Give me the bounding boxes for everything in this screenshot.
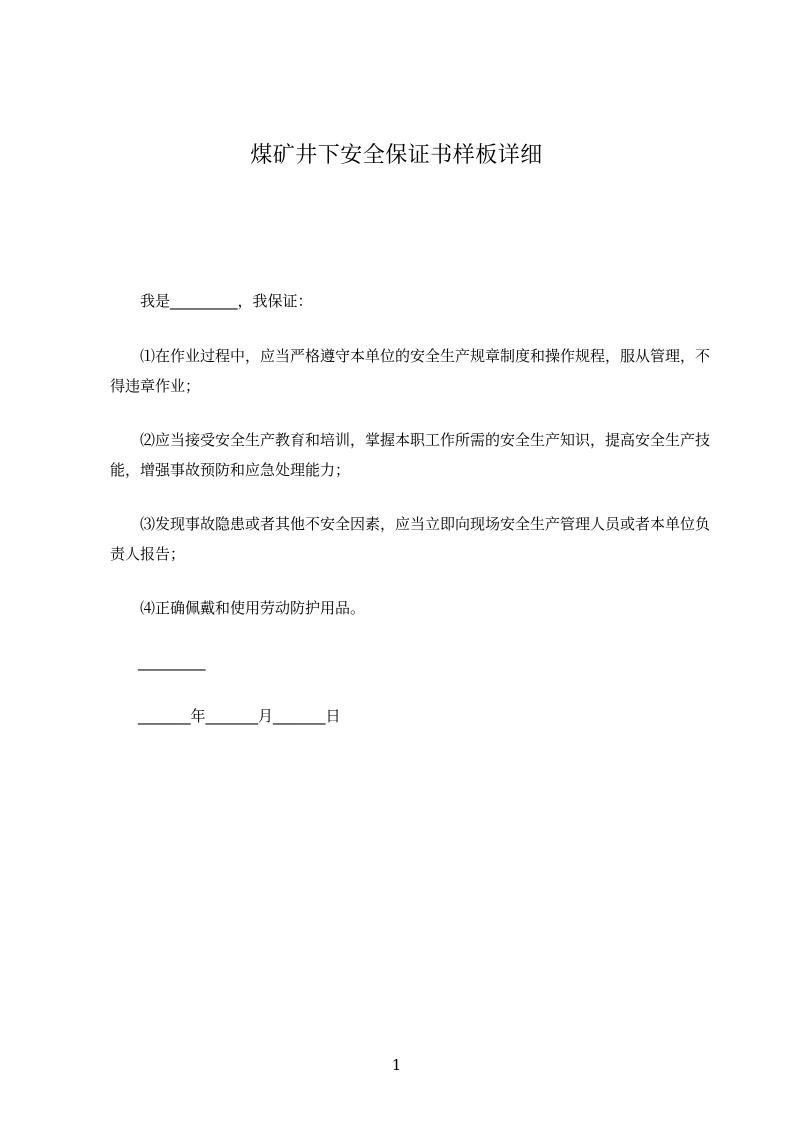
pledge-item-4: ⑷正确佩戴和使用劳动防护用品。 xyxy=(140,599,366,617)
document-body xyxy=(110,286,710,731)
date-line: _______年_______月_______日 xyxy=(138,707,341,725)
signature-line: _________ xyxy=(138,653,206,671)
pledge-item-2: ⑵应当接受安全生产教育和培训，掌握本职工作所需的安全生产知识，提高安全生产技能，增强事故预防和应急处理能力； xyxy=(110,431,711,479)
opening-statement: 我是_________，我保证： xyxy=(140,292,313,310)
pledge-item-3: ⑶发现事故隐患或者其他不安全因素，应当立即向现场安全生产管理人员或者本单位负责人报告； xyxy=(110,515,711,563)
document-title: 煤矿井下安全保证书样板详细 xyxy=(250,143,543,168)
pledge-item-1: ⑴在作业过程中，应当严格遵守本单位的安全生产规章制度和操作规程，服从管理，不得违章作业； xyxy=(110,347,711,395)
page-number: 1 xyxy=(391,1056,402,1074)
